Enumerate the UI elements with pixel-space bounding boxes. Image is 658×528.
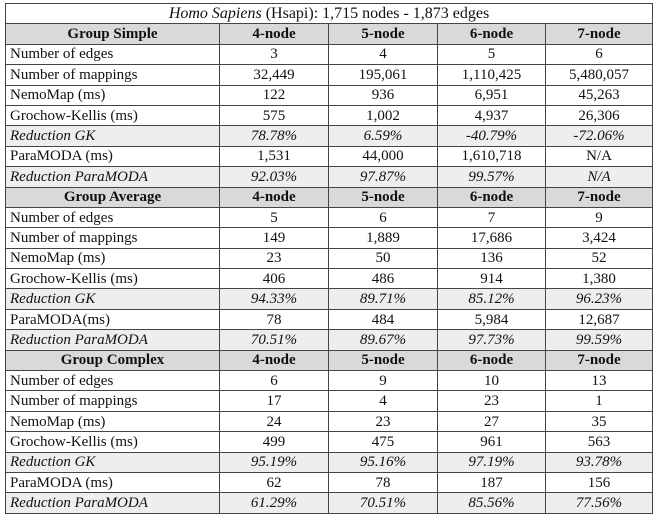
table-cell: 78 xyxy=(329,472,438,492)
table-cell: 17,686 xyxy=(438,228,546,248)
table-cell: 1,610,718 xyxy=(438,146,546,166)
table-cell: N/A xyxy=(546,146,653,166)
table-cell: 575 xyxy=(220,105,329,125)
table-cell: 89.67% xyxy=(329,330,438,350)
table-cell: 23 xyxy=(438,391,546,411)
table-cell: 85.12% xyxy=(438,289,546,309)
row-label: NemoMap (ms) xyxy=(6,248,220,268)
table-cell: 99.57% xyxy=(438,167,546,187)
table-cell: 1,889 xyxy=(329,228,438,248)
row-label: Reduction GK xyxy=(6,289,220,309)
table-cell: 936 xyxy=(329,85,438,105)
table-cell: 6 xyxy=(329,207,438,227)
column-header: 5-node xyxy=(329,350,438,370)
table-cell: 7 xyxy=(438,207,546,227)
table-cell: 10 xyxy=(438,371,546,391)
group-name: Group Complex xyxy=(6,350,220,370)
column-header: 7-node xyxy=(546,24,653,44)
table-cell: 85.56% xyxy=(438,493,546,513)
table-row xyxy=(6,309,653,329)
group-header-row xyxy=(6,187,653,207)
table-cell: 97.19% xyxy=(438,452,546,472)
table-title-row xyxy=(6,4,653,24)
row-label: Grochow-Kellis (ms) xyxy=(6,432,220,452)
row-label: Grochow-Kellis (ms) xyxy=(6,105,220,125)
table-cell: 475 xyxy=(329,432,438,452)
group-name: Group Average xyxy=(6,187,220,207)
table-cell: 94.33% xyxy=(220,289,329,309)
column-header: 7-node xyxy=(546,350,653,370)
table-cell: 5,984 xyxy=(438,309,546,329)
table-cell: 9 xyxy=(546,207,653,227)
row-label: ParaMODA (ms) xyxy=(6,472,220,492)
table-row xyxy=(6,432,653,452)
column-header: 4-node xyxy=(220,24,329,44)
row-label: ParaMODA (ms) xyxy=(6,146,220,166)
reduction-row xyxy=(6,289,653,309)
table-cell: 6 xyxy=(546,44,653,64)
table-cell: 486 xyxy=(329,269,438,289)
row-label: NemoMap (ms) xyxy=(6,411,220,431)
reduction-row xyxy=(6,126,653,146)
table-cell: 149 xyxy=(220,228,329,248)
column-header: 6-node xyxy=(438,350,546,370)
table-row xyxy=(6,105,653,125)
row-label: Number of edges xyxy=(6,44,220,64)
table-cell: 52 xyxy=(546,248,653,268)
table-cell: 77.56% xyxy=(546,493,653,513)
table-cell: 961 xyxy=(438,432,546,452)
reduction-row xyxy=(6,452,653,472)
row-label: Reduction GK xyxy=(6,452,220,472)
row-label: Reduction ParaMODA xyxy=(6,167,220,187)
table-cell: 78.78% xyxy=(220,126,329,146)
row-label: NemoMap (ms) xyxy=(6,85,220,105)
column-header: 5-node xyxy=(329,187,438,207)
column-header: 7-node xyxy=(546,187,653,207)
table-cell: 89.71% xyxy=(329,289,438,309)
table-cell: 23 xyxy=(220,248,329,268)
table-cell: 6 xyxy=(220,371,329,391)
table-cell: 406 xyxy=(220,269,329,289)
table-cell: 914 xyxy=(438,269,546,289)
reduction-row xyxy=(6,493,653,513)
column-header: 5-node xyxy=(329,24,438,44)
table-cell: 95.19% xyxy=(220,452,329,472)
table-cell: 1,380 xyxy=(546,269,653,289)
table-cell: N/A xyxy=(546,167,653,187)
table-cell: 70.51% xyxy=(220,330,329,350)
table-cell: 4 xyxy=(329,391,438,411)
table-row xyxy=(6,411,653,431)
row-label: Number of mappings xyxy=(6,228,220,248)
table-cell: 484 xyxy=(329,309,438,329)
results-table-container xyxy=(5,3,652,514)
table-cell: 4,937 xyxy=(438,105,546,125)
table-cell: 12,687 xyxy=(546,309,653,329)
table-cell: 92.03% xyxy=(220,167,329,187)
table-cell: 99.59% xyxy=(546,330,653,350)
table-cell: 3,424 xyxy=(546,228,653,248)
reduction-row xyxy=(6,167,653,187)
table-cell: 6.59% xyxy=(329,126,438,146)
table-row xyxy=(6,371,653,391)
table-cell: 5 xyxy=(438,44,546,64)
table-cell: 61.29% xyxy=(220,493,329,513)
table-cell: 97.73% xyxy=(438,330,546,350)
table-cell: 563 xyxy=(546,432,653,452)
column-header: 4-node xyxy=(220,350,329,370)
table-cell: -72.06% xyxy=(546,126,653,146)
row-label: Reduction GK xyxy=(6,126,220,146)
table-row xyxy=(6,472,653,492)
table-cell: 93.78% xyxy=(546,452,653,472)
table-row xyxy=(6,391,653,411)
column-header: 6-node xyxy=(438,24,546,44)
row-label: Reduction ParaMODA xyxy=(6,330,220,350)
table-row xyxy=(6,146,653,166)
table-cell: 187 xyxy=(438,472,546,492)
table-cell: 499 xyxy=(220,432,329,452)
table-cell: 23 xyxy=(329,411,438,431)
table-cell: 1,531 xyxy=(220,146,329,166)
table-cell: 32,449 xyxy=(220,65,329,85)
table-cell: 78 xyxy=(220,309,329,329)
table-cell: 44,000 xyxy=(329,146,438,166)
table-cell: 70.51% xyxy=(329,493,438,513)
table-cell: 1 xyxy=(546,391,653,411)
table-cell: 156 xyxy=(546,472,653,492)
table-cell: 4 xyxy=(329,44,438,64)
table-row xyxy=(6,65,653,85)
table-cell: 96.23% xyxy=(546,289,653,309)
table-cell: 13 xyxy=(546,371,653,391)
table-title-rest: (Hsapi): 1,715 nodes - 1,873 edges xyxy=(261,4,490,22)
table-title xyxy=(6,4,653,24)
column-header: 4-node xyxy=(220,187,329,207)
row-label: Number of edges xyxy=(6,371,220,391)
table-cell: 17 xyxy=(220,391,329,411)
table-cell: 9 xyxy=(329,371,438,391)
table-cell: 122 xyxy=(220,85,329,105)
table-cell: 6,951 xyxy=(438,85,546,105)
table-cell: 45,263 xyxy=(546,85,653,105)
group-header-row xyxy=(6,350,653,370)
row-label: ParaMODA(ms) xyxy=(6,309,220,329)
table-cell: 35 xyxy=(546,411,653,431)
table-cell: -40.79% xyxy=(438,126,546,146)
table-cell: 1,110,425 xyxy=(438,65,546,85)
group-name: Group Simple xyxy=(6,24,220,44)
table-cell: 24 xyxy=(220,411,329,431)
table-row xyxy=(6,207,653,227)
row-label: Number of edges xyxy=(6,207,220,227)
table-cell: 195,061 xyxy=(329,65,438,85)
table-title-species: Homo Sapiens xyxy=(168,4,262,22)
row-label: Reduction ParaMODA xyxy=(6,493,220,513)
table-cell: 95.16% xyxy=(329,452,438,472)
results-table-body xyxy=(6,4,653,514)
table-cell: 5 xyxy=(220,207,329,227)
table-row xyxy=(6,228,653,248)
results-table xyxy=(5,3,653,514)
table-cell: 1,002 xyxy=(329,105,438,125)
table-cell: 50 xyxy=(329,248,438,268)
table-cell: 26,306 xyxy=(546,105,653,125)
column-header: 6-node xyxy=(438,187,546,207)
row-label: Grochow-Kellis (ms) xyxy=(6,269,220,289)
table-row xyxy=(6,85,653,105)
group-header-row xyxy=(6,24,653,44)
table-row xyxy=(6,269,653,289)
table-row xyxy=(6,44,653,64)
table-cell: 62 xyxy=(220,472,329,492)
reduction-row xyxy=(6,330,653,350)
table-cell: 3 xyxy=(220,44,329,64)
row-label: Number of mappings xyxy=(6,65,220,85)
table-row xyxy=(6,248,653,268)
table-cell: 97.87% xyxy=(329,167,438,187)
table-cell: 5,480,057 xyxy=(546,65,653,85)
table-cell: 136 xyxy=(438,248,546,268)
table-cell: 27 xyxy=(438,411,546,431)
row-label: Number of mappings xyxy=(6,391,220,411)
